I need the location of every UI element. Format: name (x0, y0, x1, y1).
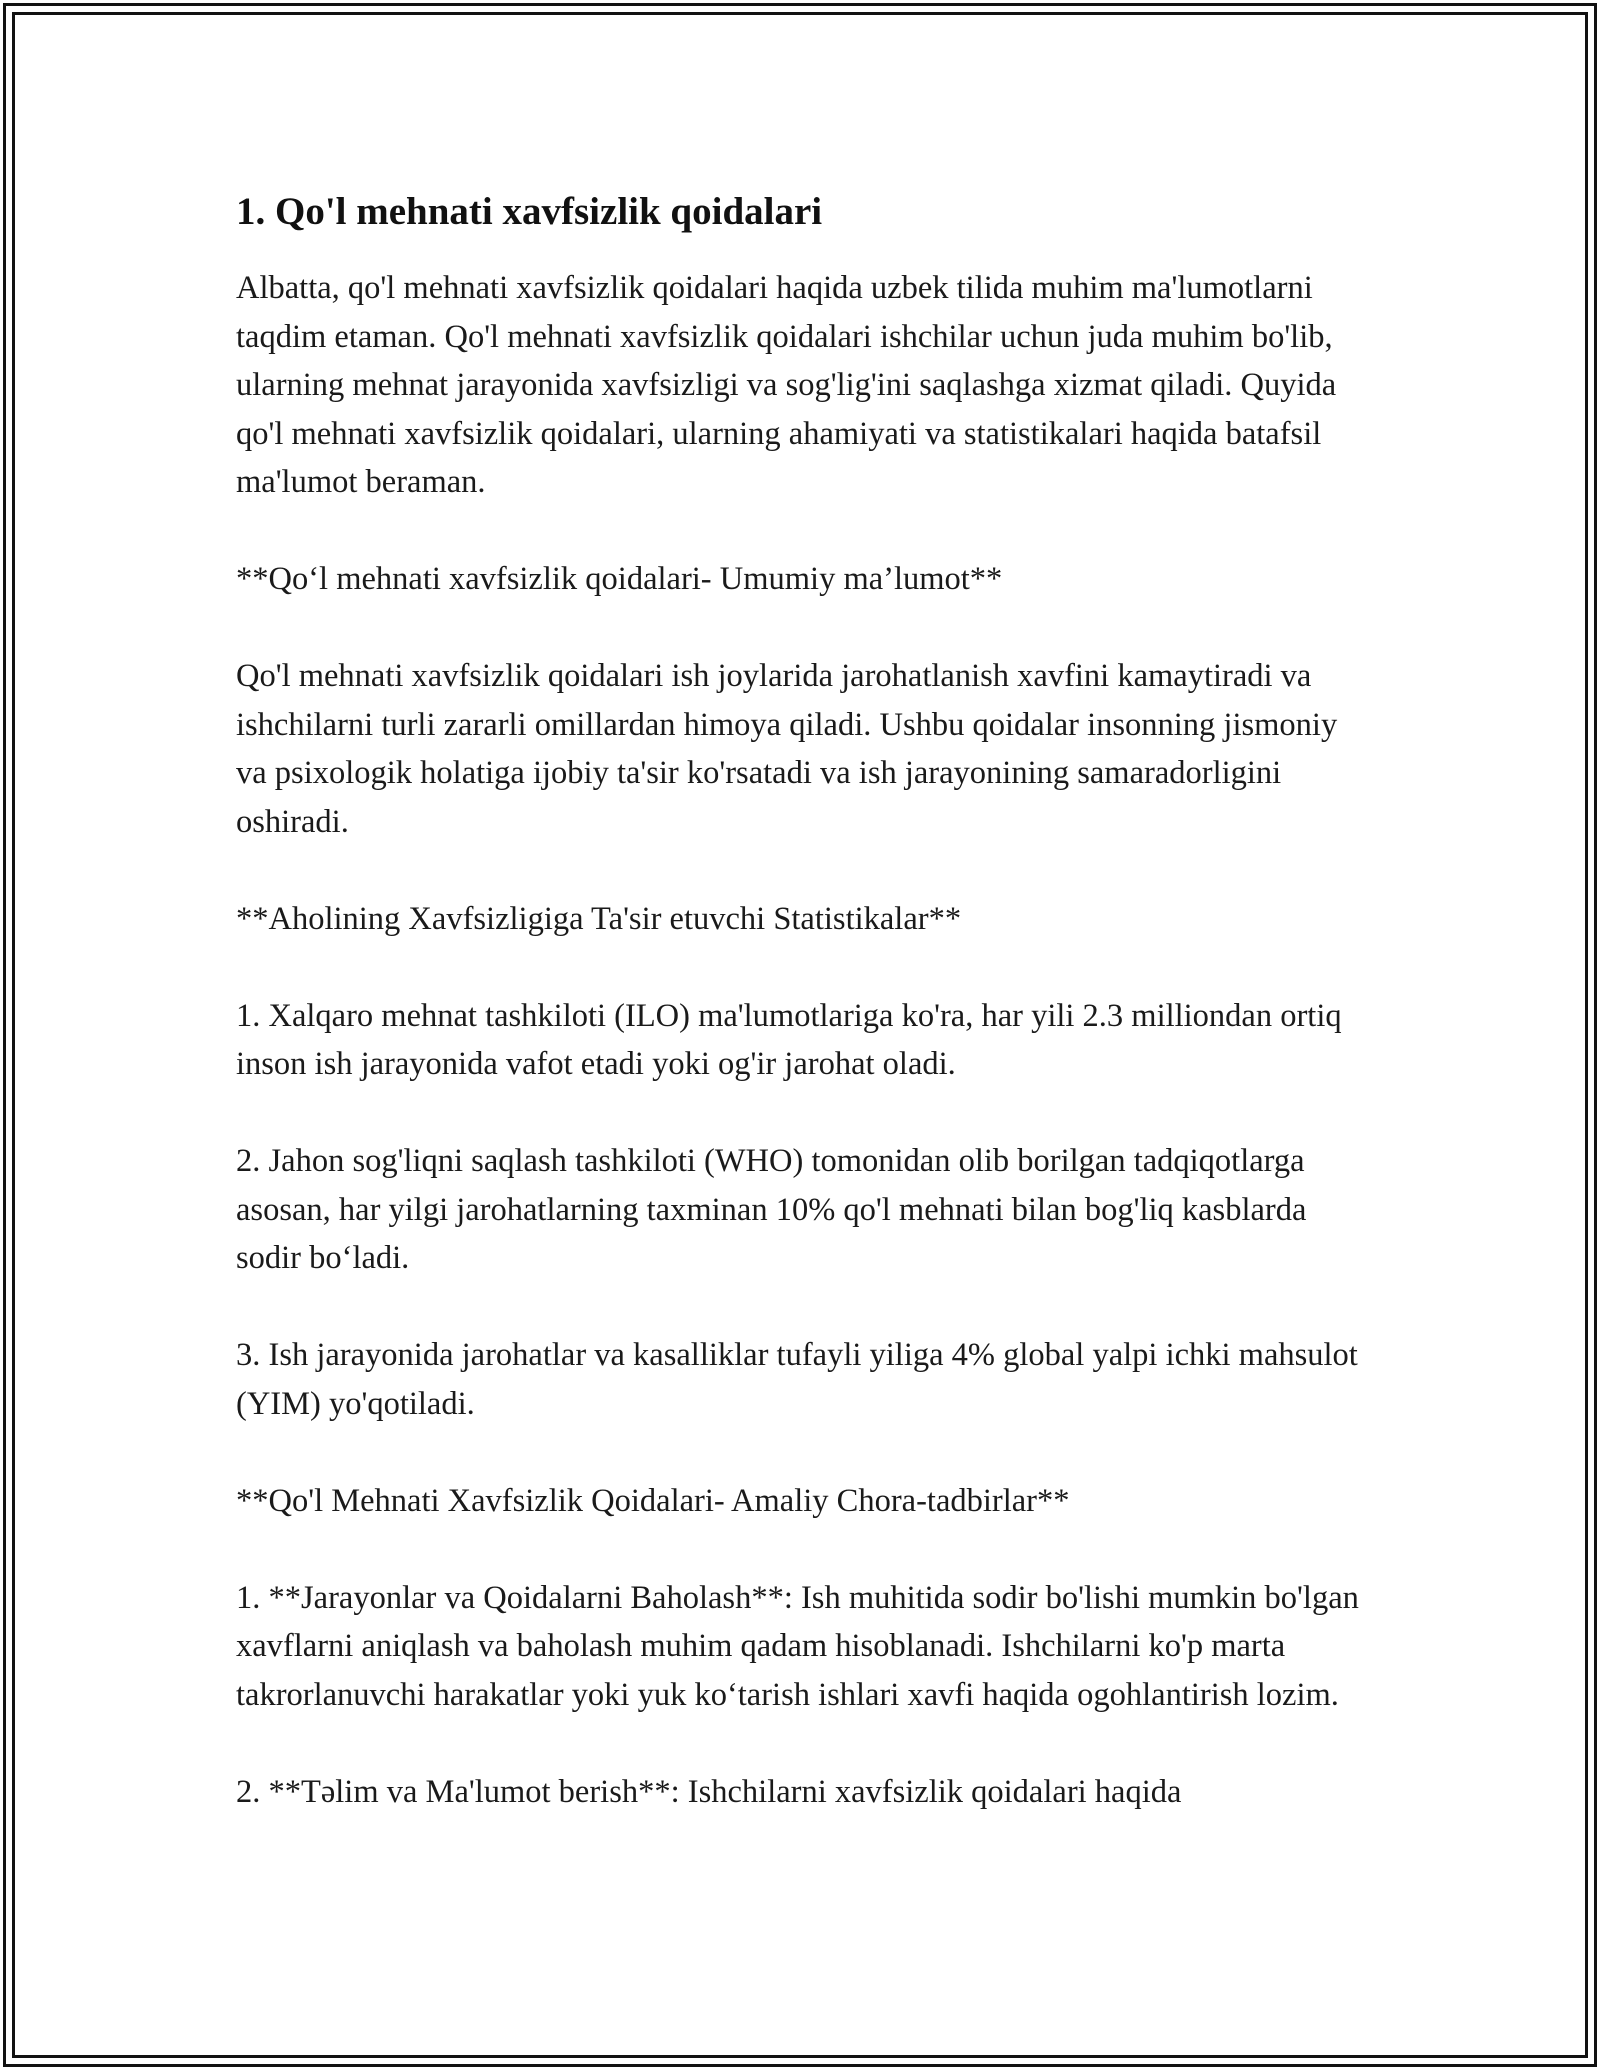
statistic-item-who: 2. Jahon sog'liqni saqlash tashkiloti (WHO) tomonidan olib borilgan tadqiqotlarga asosan, har yilgi jarohatlarning taxminan 10% qo'l mehnati bilan bog'liq kasblarda sodir bo‘ladi. (236, 1143, 1307, 1276)
section-heading-general-info: **Qo‘l mehnati xavfsizlik qoidalari- Umumiy ma’lumot** (236, 561, 1003, 597)
general-info-paragraph: Qo'l mehnati xavfsizlik qoidalari ish joylarida jarohatlanish xavfini kamaytiradi va ishchilarni turli zararli omillardan himoya qiladi. Ushbu qoidalar insonning jismoniy va psixologik holatiga ijobiy ta'sir ko'rsatadi va ish jarayonining samaradorligini oshiradi. (236, 658, 1338, 840)
section-heading-measures: **Qo'l Mehnati Xavfsizlik Qoidalari- Amaliy Chora-tadbirlar** (236, 1482, 1070, 1519)
document-title: 1. Qo'l mehnati xavfsizlik qoidalari (236, 190, 823, 233)
section-heading-statistics: **Aholining Xavfsizligiga Ta'sir etuvchi Statistikalar** (236, 900, 962, 937)
measure-item-assessment: 1. **Jarayonlar va Qoidalarni Baholash**: Ish muhitida sodir bo'lishi mumkin bo'lgan xavflarni aniqlash va baholash muhim qadam hisoblanadi. Ishchilarni ko'p marta takrorlanuvchi harakatlar yoki yuk ko‘tarish ishlari xavfi haqida ogohlantirish lozim. (236, 1579, 1359, 1713)
intro-paragraph: Albatta, qo'l mehnati xavfsizlik qoidalari haqida uzbek tilida muhim ma'lumotlarni taqdim etaman. Qo'l mehnati xavfsizlik qoidalari ishchilar uchun juda muhim bo'lib, ularning mehnat jarayonida xavfsizligi va sog'lig'ini saqlashga xizmat qiladi. Quyida qo'l mehnati xavfsizlik qoidalari, ularning ahamiyati va statistikalari haqida batafsil ma'lumot beraman. (236, 270, 1337, 500)
statistic-item-ilo: 1. Xalqaro mehnat tashkiloti (ILO) ma'lumotlariga ko'ra, har yili 2.3 milliondan ortiq inson ish jarayonida vafot etadi yoki og'ir jarohat oladi. (236, 997, 1342, 1082)
document-body (236, 188, 1366, 1816)
statistic-item-gdp: 3. Ish jarayonida jarohatlar va kasalliklar tufayli yiliga 4% global yalpi ichki mahsulot (YIM) yo'qotiladi. (236, 1337, 1358, 1422)
measure-item-training: 2. **Təlim va Ma'lumot berish**: Ishchilarni xavfsizlik qoidalari haqida (236, 1773, 1182, 1810)
